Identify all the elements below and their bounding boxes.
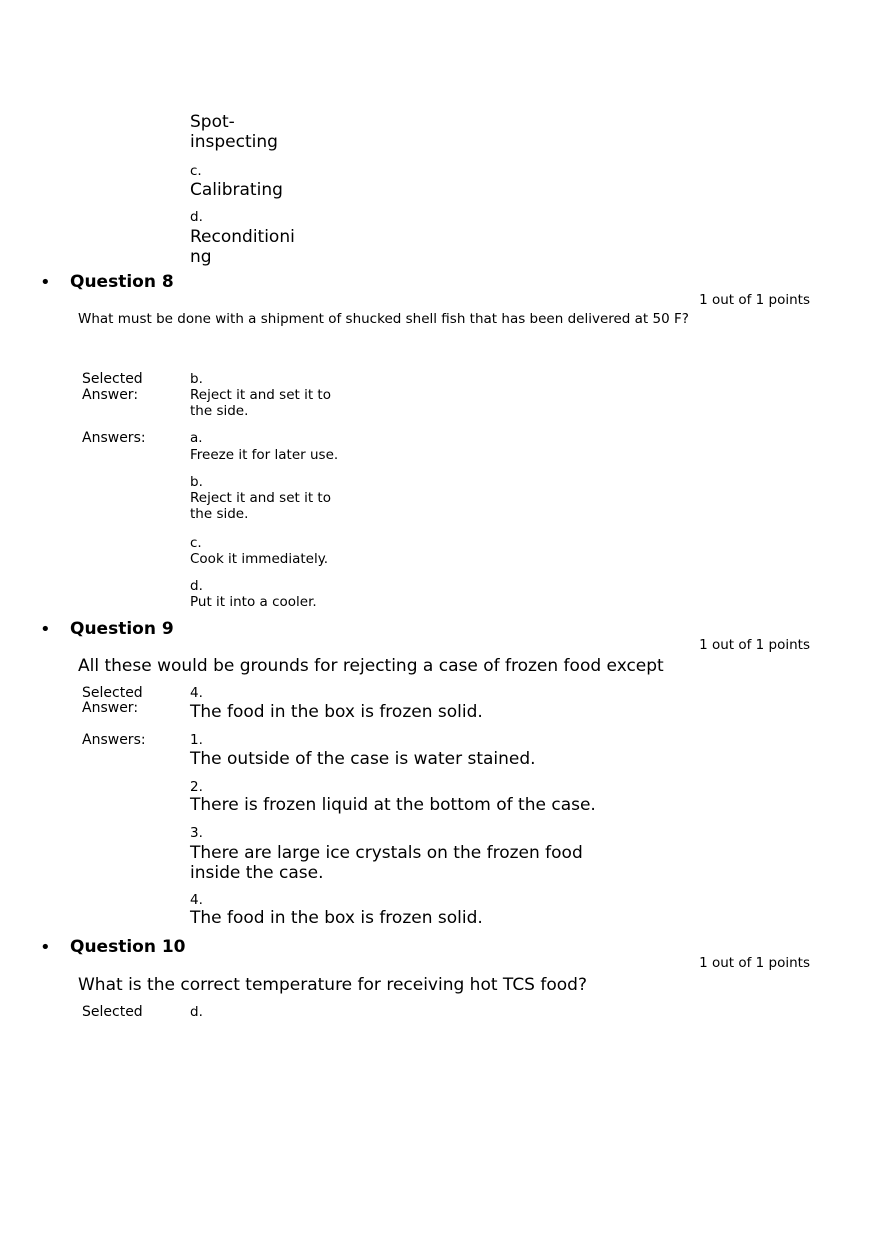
q8-selected-letter: b. bbox=[190, 371, 203, 387]
q9-bullet: • bbox=[40, 619, 51, 640]
q10-selected-label-1: Selected bbox=[82, 1004, 143, 1020]
q8-points: 1 out of 1 points bbox=[699, 292, 810, 308]
q8-answer-c-text: Cook it immediately. bbox=[190, 551, 329, 567]
q10-prompt: What is the correct temperature for receiving hot TCS food? bbox=[78, 975, 587, 995]
q9-answer-1-text: The outside of the case is water stained. bbox=[190, 749, 536, 769]
q7-option-b-text: Spot-inspecting bbox=[190, 112, 278, 152]
q8-answer-d-letter: d. bbox=[190, 578, 203, 594]
q9-answer-3-text: There are large ice crystals on the frozen food inside the case. bbox=[190, 843, 583, 883]
q9-selected-label-1: Selected bbox=[82, 685, 143, 701]
q7-option-d-letter: d. bbox=[190, 209, 203, 225]
q9-answer-2-text: There is frozen liquid at the bottom of the case. bbox=[190, 795, 596, 815]
q10-bullet: • bbox=[40, 937, 51, 958]
q9-answer-3-letter: 3. bbox=[190, 825, 203, 841]
q9-answer-4-text: The food in the box is frozen solid. bbox=[190, 908, 483, 928]
q9-prompt: All these would be grounds for rejecting a case of frozen food except bbox=[78, 656, 664, 676]
q8-answer-b-letter: b. bbox=[190, 474, 203, 490]
q9-answer-4-letter: 4. bbox=[190, 892, 203, 908]
q8-selected-label-1: Selected bbox=[82, 371, 143, 387]
q8-prompt: What must be done with a shipment of shucked shell fish that has been delivered at 50 F? bbox=[78, 311, 689, 327]
q8-answer-b-text: Reject it and set it to the side. bbox=[190, 490, 331, 522]
q9-title: Question 9 bbox=[70, 619, 174, 639]
q10-selected-letter: d. bbox=[190, 1004, 203, 1020]
q8-selected-text: Reject it and set it to the side. bbox=[190, 387, 331, 419]
q8-answer-c-letter: c. bbox=[190, 535, 202, 551]
q8-selected-label-2: Answer: bbox=[82, 387, 139, 403]
q7-option-c-text: Calibrating bbox=[190, 180, 283, 200]
q8-answer-d-text: Put it into a cooler. bbox=[190, 594, 317, 610]
q9-points: 1 out of 1 points bbox=[699, 637, 810, 653]
q7-option-c-letter: c. bbox=[190, 163, 202, 179]
q8-answer-a-letter: a. bbox=[190, 430, 203, 446]
q9-selected-letter: 4. bbox=[190, 685, 203, 701]
q7-option-d-text: Reconditioning bbox=[190, 227, 295, 267]
q9-answer-1-letter: 1. bbox=[190, 732, 203, 748]
q10-points: 1 out of 1 points bbox=[699, 955, 810, 971]
q9-selected-label-2: Answer: bbox=[82, 700, 139, 716]
q8-answer-a-text: Freeze it for later use. bbox=[190, 447, 339, 463]
q9-selected-text: The food in the box is frozen solid. bbox=[190, 702, 483, 722]
q8-bullet: • bbox=[40, 272, 51, 293]
q8-answers-label: Answers: bbox=[82, 430, 146, 446]
q8-title: Question 8 bbox=[70, 272, 174, 292]
q9-answers-label: Answers: bbox=[82, 732, 146, 748]
q9-answer-2-letter: 2. bbox=[190, 779, 203, 795]
q10-title: Question 10 bbox=[70, 937, 186, 957]
